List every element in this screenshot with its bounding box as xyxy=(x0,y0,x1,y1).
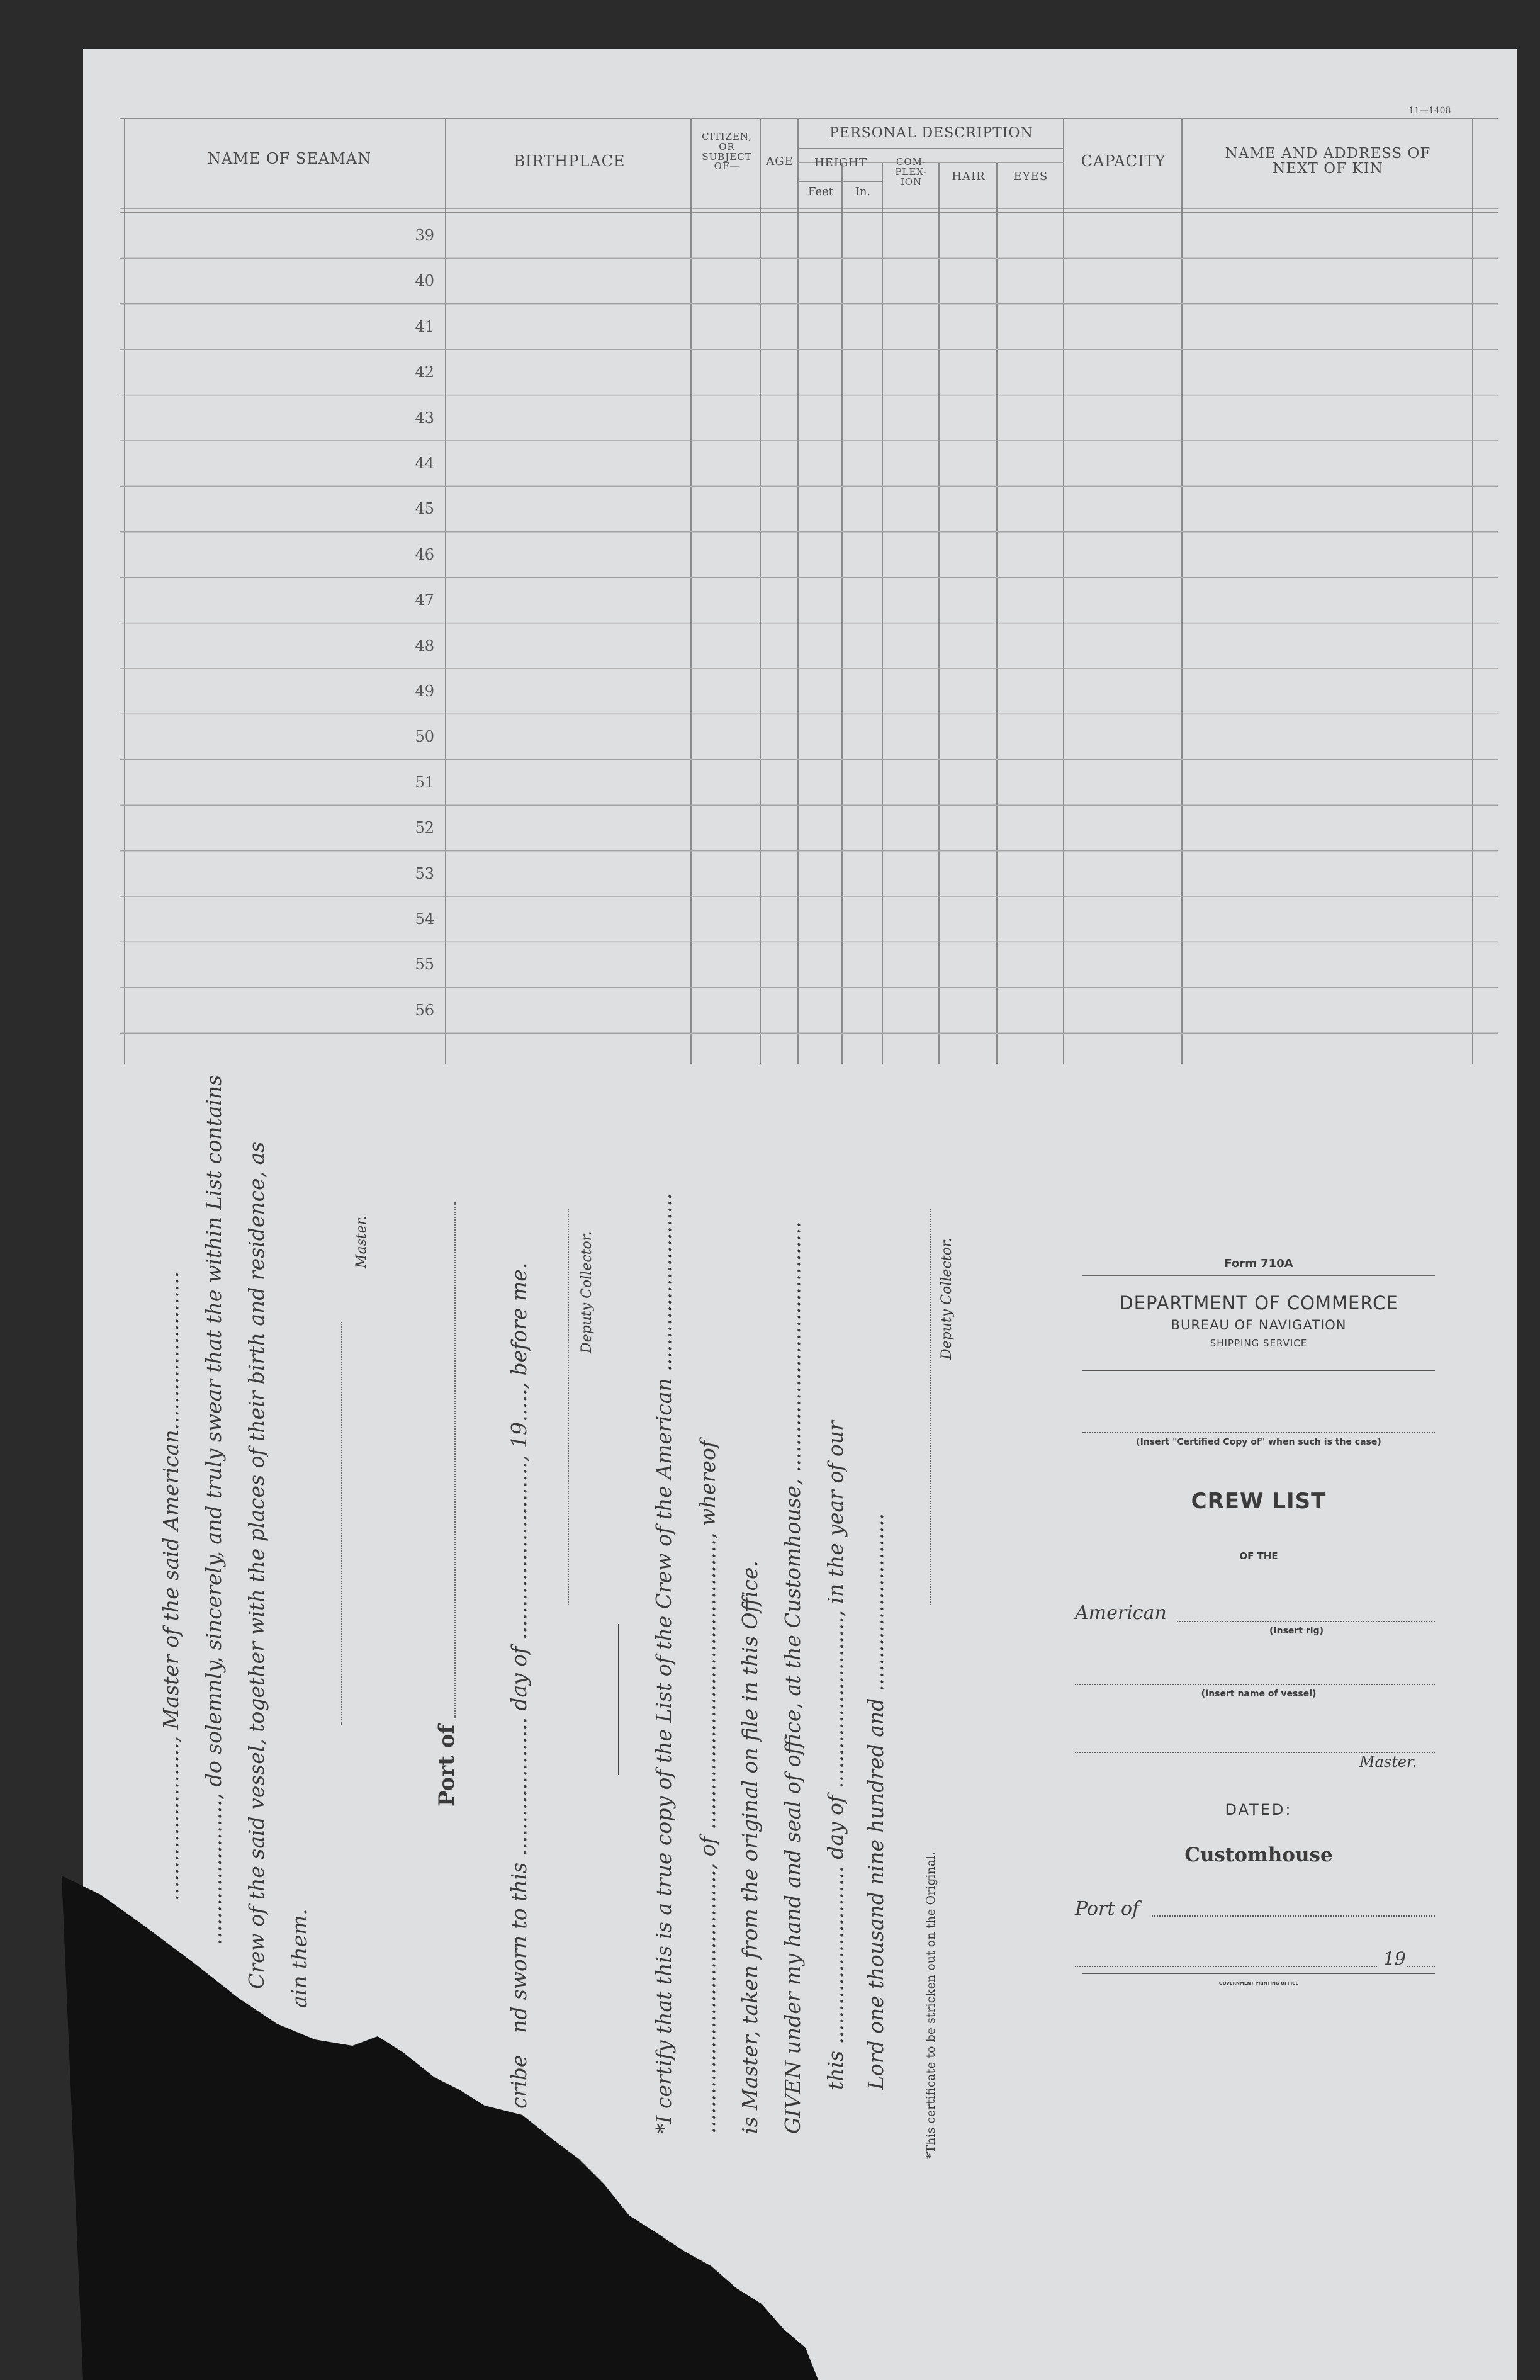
insert-certified-note: (Insert "Certified Copy of" when such is the case) xyxy=(1136,1437,1381,1447)
date-line xyxy=(1075,1966,1377,1967)
row-number: 47 xyxy=(415,591,434,609)
header-inches: In. xyxy=(855,185,871,198)
port-line-cover xyxy=(1152,1915,1435,1917)
oath-scribe: cribe xyxy=(507,2055,531,2109)
rig-line xyxy=(1177,1621,1435,1622)
oath-line-4: ain them. xyxy=(287,1909,312,2008)
header-eyes: EYES xyxy=(1013,170,1048,183)
row-number: 53 xyxy=(415,864,434,883)
oath-line-1: ........................, Master of the said American........................ xyxy=(159,1271,183,1901)
header-name-of-seaman: NAME OF SEAMAN xyxy=(207,150,372,167)
header-complexion: COM- PLEX- ION xyxy=(895,156,928,188)
of-the-label: OF THE xyxy=(1239,1550,1278,1562)
row-number: 43 xyxy=(415,409,434,427)
crew-list-title: CREW LIST xyxy=(1191,1489,1327,1514)
form-number: Form 710A xyxy=(1224,1257,1293,1270)
american-label: American xyxy=(1075,1602,1167,1624)
row-number: 52 xyxy=(415,819,434,837)
bureau-title: BUREAU OF NAVIGATION xyxy=(1171,1317,1347,1333)
row-number: 50 xyxy=(415,728,434,746)
cert-deputy-label: Deputy Collector. xyxy=(939,1238,955,1360)
header-age: AGE xyxy=(766,155,794,168)
insert-rig-note: (Insert rig) xyxy=(1269,1626,1324,1636)
port-line xyxy=(454,1202,457,1718)
year-label: 19 xyxy=(1383,1948,1406,1969)
header-height: HEIGHT xyxy=(814,156,868,169)
header-birthplace: BIRTHPLACE xyxy=(514,152,626,170)
header-next-of-kin: NAME AND ADDRESS OF NEXT OF KIN xyxy=(1225,145,1431,178)
oath-sworn-line: nd sworn to this ..................... day of ..........................., 19....., before me. xyxy=(507,1262,531,2033)
cert-line-6: Lord one thousand nine hundred and ........................... xyxy=(863,1513,888,2090)
row-number: 44 xyxy=(415,454,434,472)
vessel-line xyxy=(1075,1684,1435,1685)
row-number: 48 xyxy=(415,636,434,655)
header-citizen: CITIZEN, OR SUBJECT OF— xyxy=(702,131,752,172)
cert-line-2: ........................................, of ............................................, whereof xyxy=(695,1440,720,2134)
oath-section xyxy=(159,1074,982,2209)
master-signature-line xyxy=(341,1322,344,1725)
oath-deputy-label: Deputy Collector. xyxy=(579,1231,595,1353)
row-number: 40 xyxy=(415,272,434,290)
row-number: 41 xyxy=(415,317,434,336)
oath-master-label: Master. xyxy=(354,1215,369,1268)
header-personal-description: PERSONAL DESCRIPTION xyxy=(829,125,1033,141)
row-number: 42 xyxy=(415,363,434,381)
row-number: 55 xyxy=(415,956,434,974)
department-title: DEPARTMENT OF COMMERCE xyxy=(1119,1292,1398,1314)
section-divider xyxy=(618,1624,619,1775)
row-number: 54 xyxy=(415,910,434,928)
row-number: 51 xyxy=(415,773,434,791)
insert-vessel-note: (Insert name of vessel) xyxy=(1201,1689,1317,1699)
header-feet: Feet xyxy=(807,185,834,198)
oath-port-of: Port of xyxy=(434,1724,459,1807)
cover-port-label: Port of xyxy=(1075,1898,1140,1920)
customhouse-label: Customhouse xyxy=(1184,1844,1333,1866)
header-hair: HAIR xyxy=(952,170,986,183)
cert-line-5: this ........................... day of .........................., in the year of our xyxy=(823,1421,848,2090)
row-number: 56 xyxy=(415,1001,434,1019)
cover-panel xyxy=(1070,1249,1447,2030)
dated-label: DATED: xyxy=(1225,1801,1293,1819)
row-number: 46 xyxy=(415,545,434,563)
printer-label: GOVERNMENT PRINTING OFFICE xyxy=(1218,1981,1299,1986)
oath-line-3: Crew of the said vessel, together with the places of their birth and residence, as xyxy=(244,1141,269,1989)
row-number: 49 xyxy=(415,682,434,700)
deputy-signature-line xyxy=(568,1209,570,1605)
header-capacity: CAPACITY xyxy=(1081,152,1166,170)
cert-line-4: GIVEN under my hand and seal of office, at the Customhouse, ...................................... xyxy=(780,1221,805,2134)
cert-line-1: *I certify that this is a true copy of the List of the Crew of the American ........................... xyxy=(651,1193,676,2134)
form-code: 11—1408 xyxy=(1408,106,1451,116)
row-number: 45 xyxy=(415,500,434,518)
oath-line-2: ......................, do solemnly, sincerely, and truly swear that the within List contains xyxy=(201,1074,226,1945)
cert-deputy-line xyxy=(930,1209,933,1605)
cert-line-3: is Master, taken from the original on file in this Office. xyxy=(738,1560,762,2134)
cert-footnote: *This certificate to be stricken out on the Original. xyxy=(924,1851,938,2159)
service-title: SHIPPING SERVICE xyxy=(1210,1338,1308,1349)
row-number: 39 xyxy=(415,227,434,244)
cover-master-label: Master. xyxy=(1359,1753,1417,1771)
